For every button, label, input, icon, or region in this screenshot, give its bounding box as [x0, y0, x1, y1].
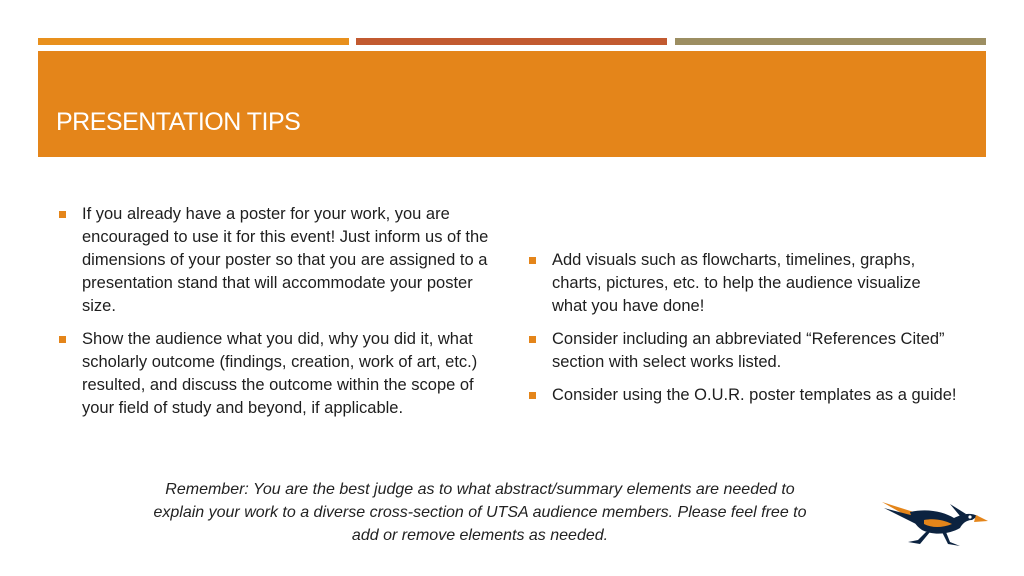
roadrunner-logo-icon	[880, 494, 988, 550]
bullet-item	[58, 328, 498, 420]
square-bullet-icon	[529, 392, 536, 399]
bullet-text: If you already have a poster for your work, you are encouraged to use it for this event! Just inform us of the dimensions of your poster so that you are assigned to a presentation stand that will accommodate your poster size.	[82, 205, 489, 315]
bullet-item	[528, 384, 958, 407]
closing-note: Remember: You are the best judge as to what abstract/summary elements are needed to explain your work to a diverse cross-section of UTSA audience members. Please feel free to add or remove elements as needed.	[153, 481, 807, 544]
bullet-text: Consider including an abbreviated “References Cited” section with select works listed.	[552, 330, 945, 371]
bullet-item	[58, 203, 498, 318]
top-stripe-olive	[675, 38, 986, 45]
bullet-text: Add visuals such as flowcharts, timelines, graphs, charts, pictures, etc. to help the audience visualize what you have done!	[552, 251, 921, 315]
title-banner	[38, 51, 986, 157]
right-bullet-column	[528, 249, 958, 417]
left-bullet-column	[58, 203, 498, 430]
square-bullet-icon	[529, 336, 536, 343]
bullet-text: Consider using the O.U.R. poster templates as a guide!	[552, 386, 957, 404]
bullet-text: Show the audience what you did, why you did it, what scholarly outcome (findings, creation, work of art, etc.) resulted, and discuss the outcome within the scope of your field of study and beyond, if applicable.	[82, 330, 478, 417]
top-stripe-orange	[38, 38, 349, 45]
bullet-item	[528, 249, 958, 318]
square-bullet-icon	[59, 336, 66, 343]
top-stripe-rust	[356, 38, 667, 45]
square-bullet-icon	[529, 257, 536, 264]
bullet-item	[528, 328, 958, 374]
slide-title: PRESENTATION TIPS	[56, 108, 301, 136]
square-bullet-icon	[59, 211, 66, 218]
